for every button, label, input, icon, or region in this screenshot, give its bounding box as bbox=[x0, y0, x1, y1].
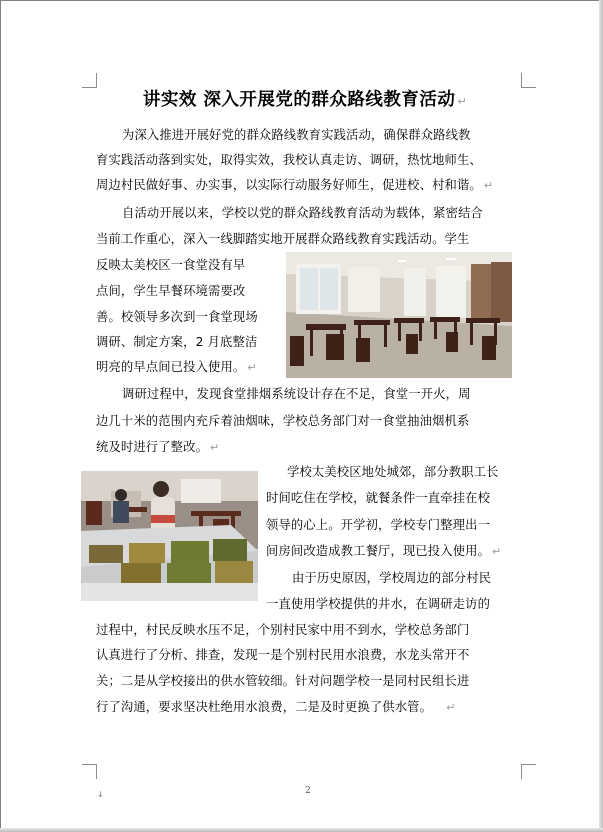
body-line: 时间吃住在学校，就餐条件一直牵挂在校 bbox=[266, 491, 491, 505]
body-line: 反映太美校区一食堂没有早 bbox=[96, 258, 246, 272]
paragraph-mark: ↵ bbox=[446, 701, 456, 714]
document-title bbox=[95, 86, 515, 111]
body-line: 一直使用学校提供的井水，在调研走访的 bbox=[266, 597, 491, 611]
margin-corner-bottom-right bbox=[521, 764, 536, 779]
body-line: 行了沟通，要求坚决杜绝用水浪费，二是及时更换了供水管。 ↵ bbox=[96, 700, 456, 714]
window-edge-shadow-right bbox=[599, 0, 603, 832]
margin-corner-bottom-left bbox=[82, 764, 97, 779]
body-line: 过程中，村民反映水压不足，个别村民家中用不到水，学校总务部门 bbox=[96, 623, 470, 637]
body-line: 点间，学生早餐环境需要改 bbox=[96, 284, 246, 298]
body-line: 学校太美校区地处城郊，部分教职工长 bbox=[287, 465, 499, 479]
margin-corner-top-right bbox=[521, 73, 536, 88]
body-line: 由于历史原因，学校周边的部分村民 bbox=[292, 571, 492, 585]
body-line: 善。校领导多次到一食堂现场 bbox=[96, 310, 258, 324]
body-line: 间房间改造成教工餐厅，现已投入使用。 ↵ bbox=[266, 544, 502, 558]
paragraph-mark: ↵ bbox=[492, 545, 502, 558]
footer-paragraph-mark: ↓ bbox=[97, 790, 104, 799]
body-line: 调研、制定方案，2 月底整洁 bbox=[96, 335, 258, 349]
body-line: 关；二是从学校接出的供水管较细。针对问题学校一是同村民组长进 bbox=[96, 674, 470, 688]
body-line: 统及时进行了整改。 ↵ bbox=[96, 440, 220, 454]
paragraph-mark: ↵ bbox=[483, 179, 494, 192]
page-number: 2 bbox=[305, 786, 311, 796]
paragraph-mark: ↵ bbox=[247, 361, 257, 374]
body-line: 调研过程中，发现食堂排烟系统设计存在不足，食堂一开火，周 bbox=[122, 387, 471, 401]
body-line: 明亮的早点间已投入使用。 ↵ bbox=[96, 360, 257, 374]
window-edge-shadow-bottom bbox=[0, 828, 603, 832]
body-line: 当前工作重心，深入一线脚踏实地开展群众路线教育实践活动。学生 bbox=[96, 232, 470, 246]
paragraph-mark: ↵ bbox=[457, 95, 468, 108]
body-line: 领导的心上。开学初，学校专门整理出一 bbox=[266, 518, 491, 532]
body-line: 周边村民做好事、办实事，以实际行动服务好师生，促进校、村和谐。 ↵ bbox=[96, 178, 494, 192]
body-line: 认真进行了分析、排查，发现一是个别村民用水浪费，水龙头常开不 bbox=[96, 648, 470, 662]
body-line: 育实践活动落到实处，取得实效，我校认真走访、调研，热忱地师生、 bbox=[96, 153, 482, 167]
staff-canteen-photo bbox=[81, 471, 258, 601]
body-line: 边几十米的范围内充斥着油烟味，学校总务部门对一食堂抽油烟机系 bbox=[96, 414, 470, 428]
title-text: 讲实效 深入开展党的群众路线教育活动 bbox=[142, 90, 456, 110]
paragraph-mark: ↵ bbox=[210, 441, 220, 454]
canteen-dining-room-photo bbox=[286, 252, 512, 378]
body-line: 自活动开展以来，学校以党的群众路线教育活动为载体，紧密结合 bbox=[122, 206, 483, 220]
body-line: 为深入推进开展好党的群众路线教育实践活动，确保群众路线教 bbox=[122, 128, 471, 142]
